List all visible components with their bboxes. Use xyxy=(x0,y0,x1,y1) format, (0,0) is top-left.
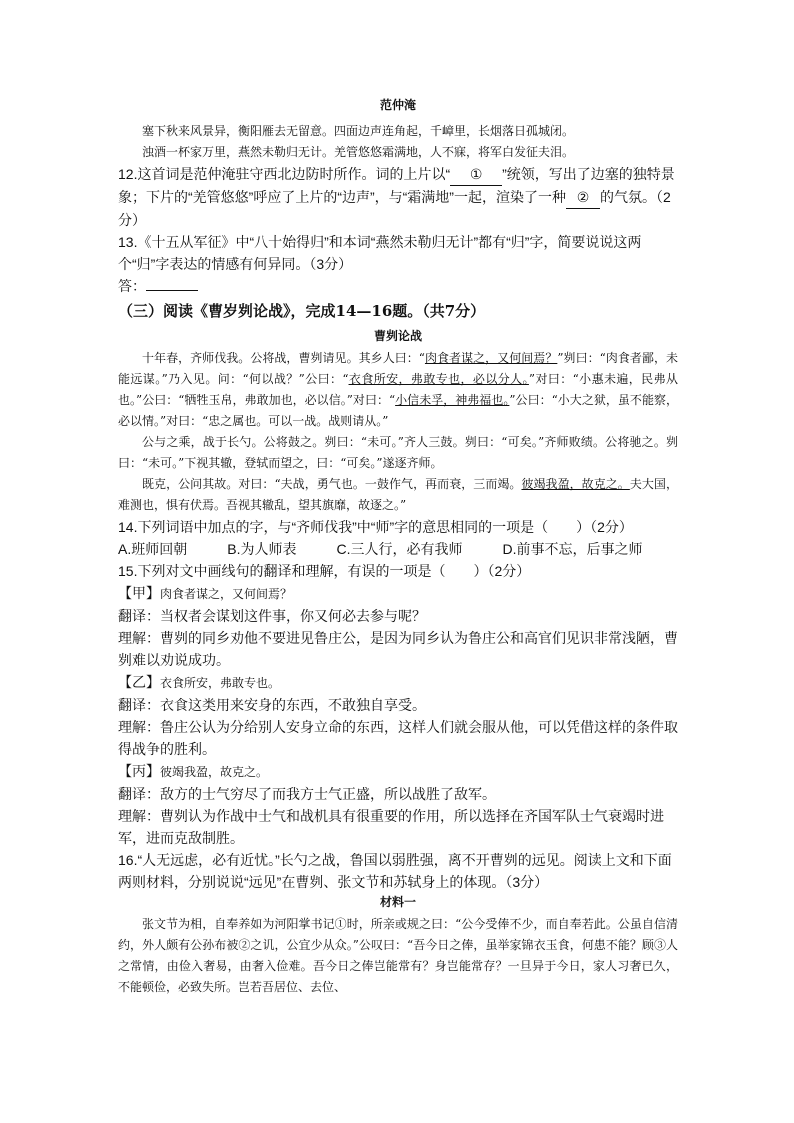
q13-answer-label: 答： xyxy=(118,278,146,294)
p3-text-b: 夫大国，难测也，惧有伏焉。吾视其辙乱，望其旗靡，故逐之。” xyxy=(118,477,678,512)
q15-yi-understanding: 理解：鲁庄公认为分给别人安身立命的东西，这样人们就会服从他，可以凭借这样的条件取得战争的胜利。 xyxy=(118,719,678,757)
passage-paragraph-2: 公与之乘，战于长勺。公将鼓之。刿曰：“未可。”齐人三鼓。刿曰：“可矣。”齐师败绩。公将驰之。刿曰：“未可。”下视其辙，登轼而望之，曰：“可矣。”遂逐齐师。 xyxy=(118,435,678,470)
q14-option-c[interactable]: C.三人行，必有我师 xyxy=(336,541,463,557)
p3-text-a: 既克，公问其故。对曰：“夫战，勇气也。一鼓作气，再而衰，三而竭。 xyxy=(142,477,522,491)
underline-xiaoxin: 小信未孚，神弗福也。 xyxy=(395,393,510,407)
question-14: 14.下列词语中加点的字，与“齐师伐我”中“师”字的意思相同的一项是（ ）（2分） xyxy=(118,519,633,535)
q15-yi-text: 衣食所安，弗敢专也。 xyxy=(160,676,281,690)
q12-text-1: 12.这首词是范仲淹驻守西北边防时所作。词的上片以“ xyxy=(118,166,451,182)
q15-bing-understanding: 理解：曹刿认为作战中士气和战机具有很重要的作用，所以选择在齐国军队士气衰竭时进军，进而克敌制胜。 xyxy=(118,808,664,846)
q14-options xyxy=(118,538,678,560)
poem-line-1: 塞下秋来风景异，衡阳雁去无留意。四面边声连角起，千嶂里，长烟落日孤城闭。 xyxy=(142,124,575,138)
passage-paragraph-1 xyxy=(118,348,678,432)
section-3-heading: （三）阅读《曹岁刿论战》，完成14—16题。（共7分） xyxy=(118,302,486,320)
q14-option-d[interactable]: D.前事不忘，后事之师 xyxy=(502,541,643,557)
q12-blank-2: ② xyxy=(566,186,600,209)
q12-blank-1: ① xyxy=(450,163,502,186)
q15-jia-label: 【甲】 xyxy=(118,585,160,601)
q15-jia-text: 肉食者谋之，又何间焉？ xyxy=(160,587,293,601)
p1-text-c: ”对曰：“小惠未遍，民弗从也。”公曰：“牺牲玉帛，弗敢加也，必以信。”对曰：“ xyxy=(118,372,678,407)
p1-text-d: ”公曰：“小大之狱，虽不能察，必以情。”对曰：“忠之属也。可以一战。战则请从。” xyxy=(118,393,678,428)
q14-option-b[interactable]: B.为人师表 xyxy=(227,541,297,557)
q15-yi xyxy=(118,671,678,694)
q13-answer-line xyxy=(118,275,678,297)
q15-jia-understanding: 理解：曹刿的同乡劝他不要进见鲁庄公，是因为同乡认为鲁庄公和高官们见识非常浅陋，曹刿难以劝说成功。 xyxy=(118,630,678,668)
p1-text-a: 十年春，齐师伐我。公将战，曹刿请见。其乡人曰：“ xyxy=(142,351,425,365)
q13-answer-blank[interactable] xyxy=(146,290,198,291)
q15-yi-translation: 翻译：衣食这类用来安身的东西，不敢独自享受。 xyxy=(118,697,426,713)
underline-jia: 肉食者谋之，又何间焉？ xyxy=(424,351,558,365)
passage-title: 曹刿论战 xyxy=(373,329,422,343)
question-12 xyxy=(118,163,678,231)
underline-yi: 衣食所安，弗敢专也，必以分人。 xyxy=(348,372,529,386)
q15-jia-translation: 翻译：当权者会谋划这件事，你又何必去参与呢？ xyxy=(118,608,426,624)
q14-option-a[interactable]: A.班师回朝 xyxy=(118,541,188,557)
q15-bing-text: 彼竭我盈，故克之。 xyxy=(160,765,269,779)
q15-yi-label: 【乙】 xyxy=(118,674,160,690)
question-16: 16.“人无远虑，必有近忧。”长勺之战，鲁国以弱胜强，离不开曹刿的远见。阅读上文和下面两则材料，分别说说“远见”在曹刿、张文节和苏轼身上的体现。（3分） xyxy=(118,852,672,890)
q15-bing-translation: 翻译：敌方的士气穷尽了而我方士气正盛，所以战胜了敌军。 xyxy=(118,786,496,802)
question-13: 13.《十五从军征》中“八十始得归”和本词“燕然未勒归无计”都有“归”字，简要说说这两个“归”字表达的情感有何异同。（3分） xyxy=(118,234,642,272)
underline-bing: 彼竭我盈，故克之。 xyxy=(521,477,630,491)
exam-page xyxy=(118,96,678,998)
passage-paragraph-3 xyxy=(118,474,678,516)
p1-text-b: ”刿曰：“肉食者鄙，未能远谋。”乃入见。问：“何以战？”公曰：“ xyxy=(118,351,678,386)
q12-text-3: 的气氛。（2分） xyxy=(118,189,671,228)
q15-bing-label: 【丙】 xyxy=(118,763,160,779)
q15-jia xyxy=(118,582,678,605)
material-1-text: 张文节为相，自奉养如为河阳掌书记①时，所亲或规之曰：“公今受俸不少，而自奉若此。公虽自信清约，外人颇有公孙布被②之讥，公宜少从众。”公叹曰：“吾今日之俸，虽举家锦衣玉食，何患不能？顾③人之常情，由俭入奢易，由奢入俭难。吾今日之俸岂能常有？身岂能常存？一旦异于今日，家人习奢已久，不能顿俭，必致失所。岂若吾居位、去位、 xyxy=(118,917,678,994)
q15-bing xyxy=(118,760,678,783)
poem-line-2: 浊酒一杯家万里，燕然未勒归无计。羌管悠悠霜满地，人不寐，将军白发征夫泪。 xyxy=(142,145,575,159)
poem-author: 范仲淹 xyxy=(379,98,416,112)
question-15: 15.下列对文中画线句的翻译和理解，有误的一项是（ ）（2分） xyxy=(118,563,531,579)
q12-text-2: ”统领，写出了边塞的独特景象；下片的“羌管悠悠”呼应了上片的“边声”，与“霜满地”一起，渲染了一种 xyxy=(118,166,675,205)
material-1-title: 材料一 xyxy=(379,895,416,909)
